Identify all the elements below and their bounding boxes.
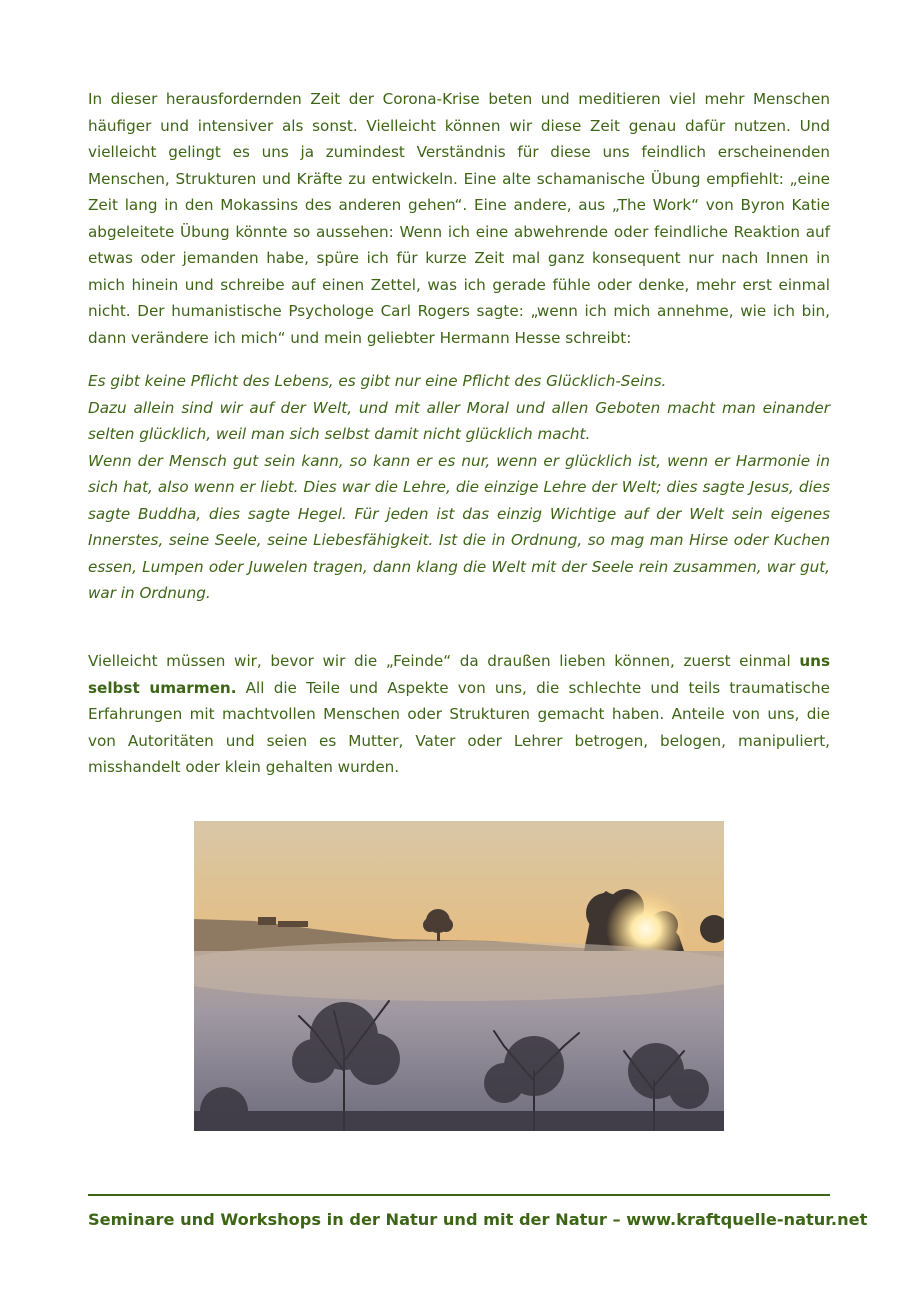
embrace-text-after: All die Teile und Aspekte von uns, die schlechte und teils traumatische Erfahrungen mit machtvollen Menschen oder Strukturen gemacht haben. Anteile von uns, die von Autoritäten und seien es Mutter, Vater oder Lehrer betrogen, belogen, manipuliert, misshandelt oder klein gehalten wurden.: [88, 678, 830, 776]
embrace-text-before: Vielleicht müssen wir, bevor wir die „Feinde“ da draußen lieben können, zuerst einmal: [88, 652, 800, 670]
embrace-paragraph: [88, 648, 830, 781]
footer-text: Seminare und Workshops in der Natur und mit der Natur – www.kraftquelle-natur.net: [88, 1210, 868, 1229]
embrace-bold-text: uns selbst umarmen.: [88, 652, 830, 697]
quote-line-1: Es gibt keine Pflicht des Lebens, es gibt nur eine Pflicht des Glücklich-Seins.: [88, 372, 667, 390]
misty-sunrise-photo: [194, 821, 724, 1131]
quote-line-3: Wenn der Mensch gut sein kann, so kann er es nur, wenn er glücklich ist, wenn er Harmonie in sich hat, also wenn er liebt. Dies war die Lehre, die einzige Lehre der Welt; dies sagte Jesus, dies sagte Buddha, dies sagte Hegel. Für jeden ist das einzig Wichtige auf der Welt sein eigenes Innerstes, seine Seele, seine Liebesfähigkeit. Ist die in Ordnung, so mag man Hirse oder Kuchen essen, Lumpen oder Juwelen tragen, dann klang die Welt mit der Seele rein zusammen, war gut, war in Ordnung.: [88, 451, 830, 602]
hesse-quote: [88, 368, 830, 607]
intro-paragraph: In dieser herausfordernden Zeit der Corona-Krise beten und meditieren viel mehr Menschen häufiger und intensiver als sonst. Vielleicht können wir diese Zeit genau dafür nutzen. Und vielleicht gelingt es uns ja zumindest Verständnis für diese uns feindlich erscheinenden Menschen, Strukturen und Kräfte zu entwickeln. Eine alte schamanische Übung empfiehlt: „eine Zeit lang in den Mokassins des anderen gehen“. Eine andere, aus „The Work“ von Byron Katie abgeleitete Übung könnte so aussehen: Wenn ich eine abwehrende oder feindliche Reaktion auf etwas oder jemanden habe, spüre ich für kurze Zeit mal ganz konsequent nur nach Innen in mich hinein und schreibe auf einen Zettel, was ich gerade fühle oder denke, mehr erst einmal nicht. Der humanistische Psychologe Carl Rogers sagte: „wenn ich mich annehme, wie ich bin, dann verändere ich mich“ und mein geliebter Hermann Hesse schreibt:: [88, 90, 830, 347]
quote-line-2: Dazu allein sind wir auf der Welt, und mit aller Moral und allen Geboten macht man einander selten glücklich, weil man sich selbst damit nicht glücklich macht.: [88, 398, 830, 443]
footer-divider: [88, 1194, 830, 1196]
